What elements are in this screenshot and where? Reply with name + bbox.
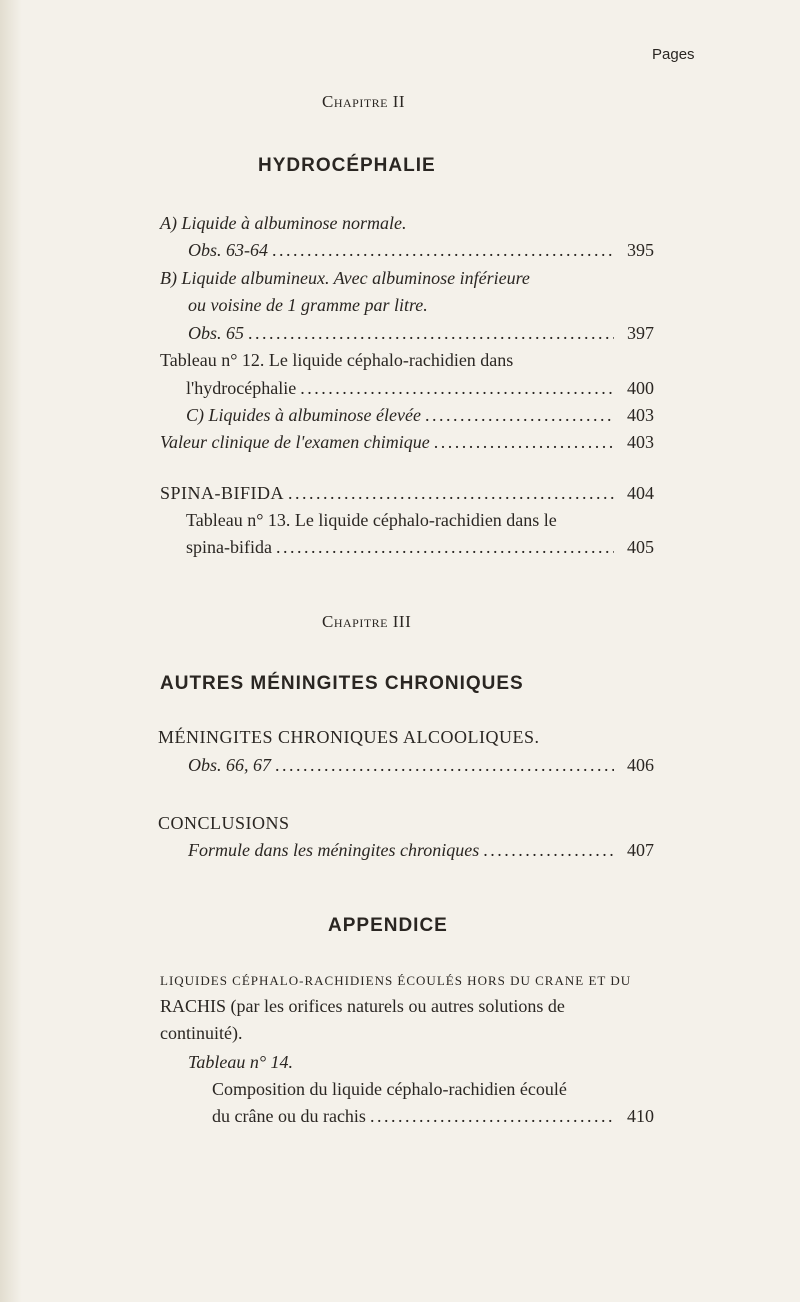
appendix-title: APPENDICE [328,915,448,936]
entry-text: spina-bifida [186,537,272,557]
section-b-line2: ou voisine de 1 gramme par litre. [188,295,428,315]
chapter-3-label: Chapitre III [322,612,412,631]
toc-entry-formule[interactable] [188,840,654,861]
toc-entry-valeur-clinique[interactable] [160,432,654,453]
appendix-line3: continuité). [160,1023,243,1043]
leader-dots [248,323,614,344]
section-b-line1: B) Liquide albumineux. Avec albuminose inférieure [160,268,530,288]
chapter-3-title: AUTRES MÉNINGITES CHRONIQUES [160,673,524,694]
leader-dots [288,483,614,504]
toc-entry-obs-65[interactable] [188,323,654,344]
page-number: 400 [627,378,654,398]
entry-text: Obs. 63-64 [188,240,268,260]
leader-dots [425,405,614,426]
entry-text: l'hydrocéphalie [186,378,297,398]
page-number: 407 [627,840,654,860]
chapter-2-label: Chapitre II [322,92,406,111]
page-number: 403 [627,432,654,452]
leader-dots [370,1106,614,1127]
leader-dots [300,378,614,399]
entry-text: SPINA-BIFIDA [160,483,285,503]
page-number: 395 [627,240,654,260]
section-a-line: A) Liquide à albuminose normale. [160,213,407,233]
entry-text: Obs. 65 [188,323,245,343]
toc-entry-hydrocephalie[interactable] [186,378,654,399]
appendix-line2: RACHIS (par les orifices naturels ou autres solutions de [160,996,565,1016]
toc-entry-section-c[interactable] [186,405,654,426]
page-number: 404 [627,483,654,503]
chapter-2-title: HYDROCÉPHALIE [258,155,436,176]
page-number: 403 [627,405,654,425]
entry-text: Formule dans les méningites chroniques [188,840,480,860]
entry-text: Obs. 66, 67 [188,755,272,775]
toc-entry-tableau-13[interactable] [186,537,654,558]
page-number: 405 [627,537,654,557]
entry-text: du crâne ou du rachis [212,1106,366,1126]
leader-dots [434,432,614,453]
toc-entry-obs-63-64[interactable] [188,240,654,261]
composition-line1: Composition du liquide céphalo-rachidien écoulé [212,1079,567,1099]
leader-dots [483,840,614,861]
page-number: 397 [627,323,654,343]
page-number: 410 [627,1106,654,1126]
entry-text: C) Liquides à albuminose élevée [186,405,421,425]
leader-dots [272,240,614,261]
appendix-line1: LIQUIDES CÉPHALO-RACHIDIENS ÉCOULÉS HORS DU CRANE ET DU [160,973,632,988]
tableau-14-line: Tableau n° 14. [188,1052,294,1072]
tableau-13-line1: Tableau n° 13. Le liquide céphalo-rachidien dans le [186,510,557,530]
tableau-12-line1: Tableau n° 12. Le liquide céphalo-rachidien dans [160,350,514,370]
toc-entry-obs-66-67[interactable] [188,755,654,776]
toc-entry-composition[interactable] [212,1106,654,1127]
conclusions-heading: CONCLUSIONS [158,813,290,833]
pages-column-label: Pages [652,46,695,63]
leader-dots [275,755,614,776]
meningites-alcooliques-heading: MÉNINGITES CHRONIQUES ALCOOLIQUES. [158,727,540,747]
toc-entry-spina-bifida[interactable] [160,483,654,504]
page-number: 406 [627,755,654,775]
leader-dots [276,537,614,558]
entry-text: Valeur clinique de l'examen chimique [160,432,430,452]
page-edge-shadow [0,0,22,1302]
